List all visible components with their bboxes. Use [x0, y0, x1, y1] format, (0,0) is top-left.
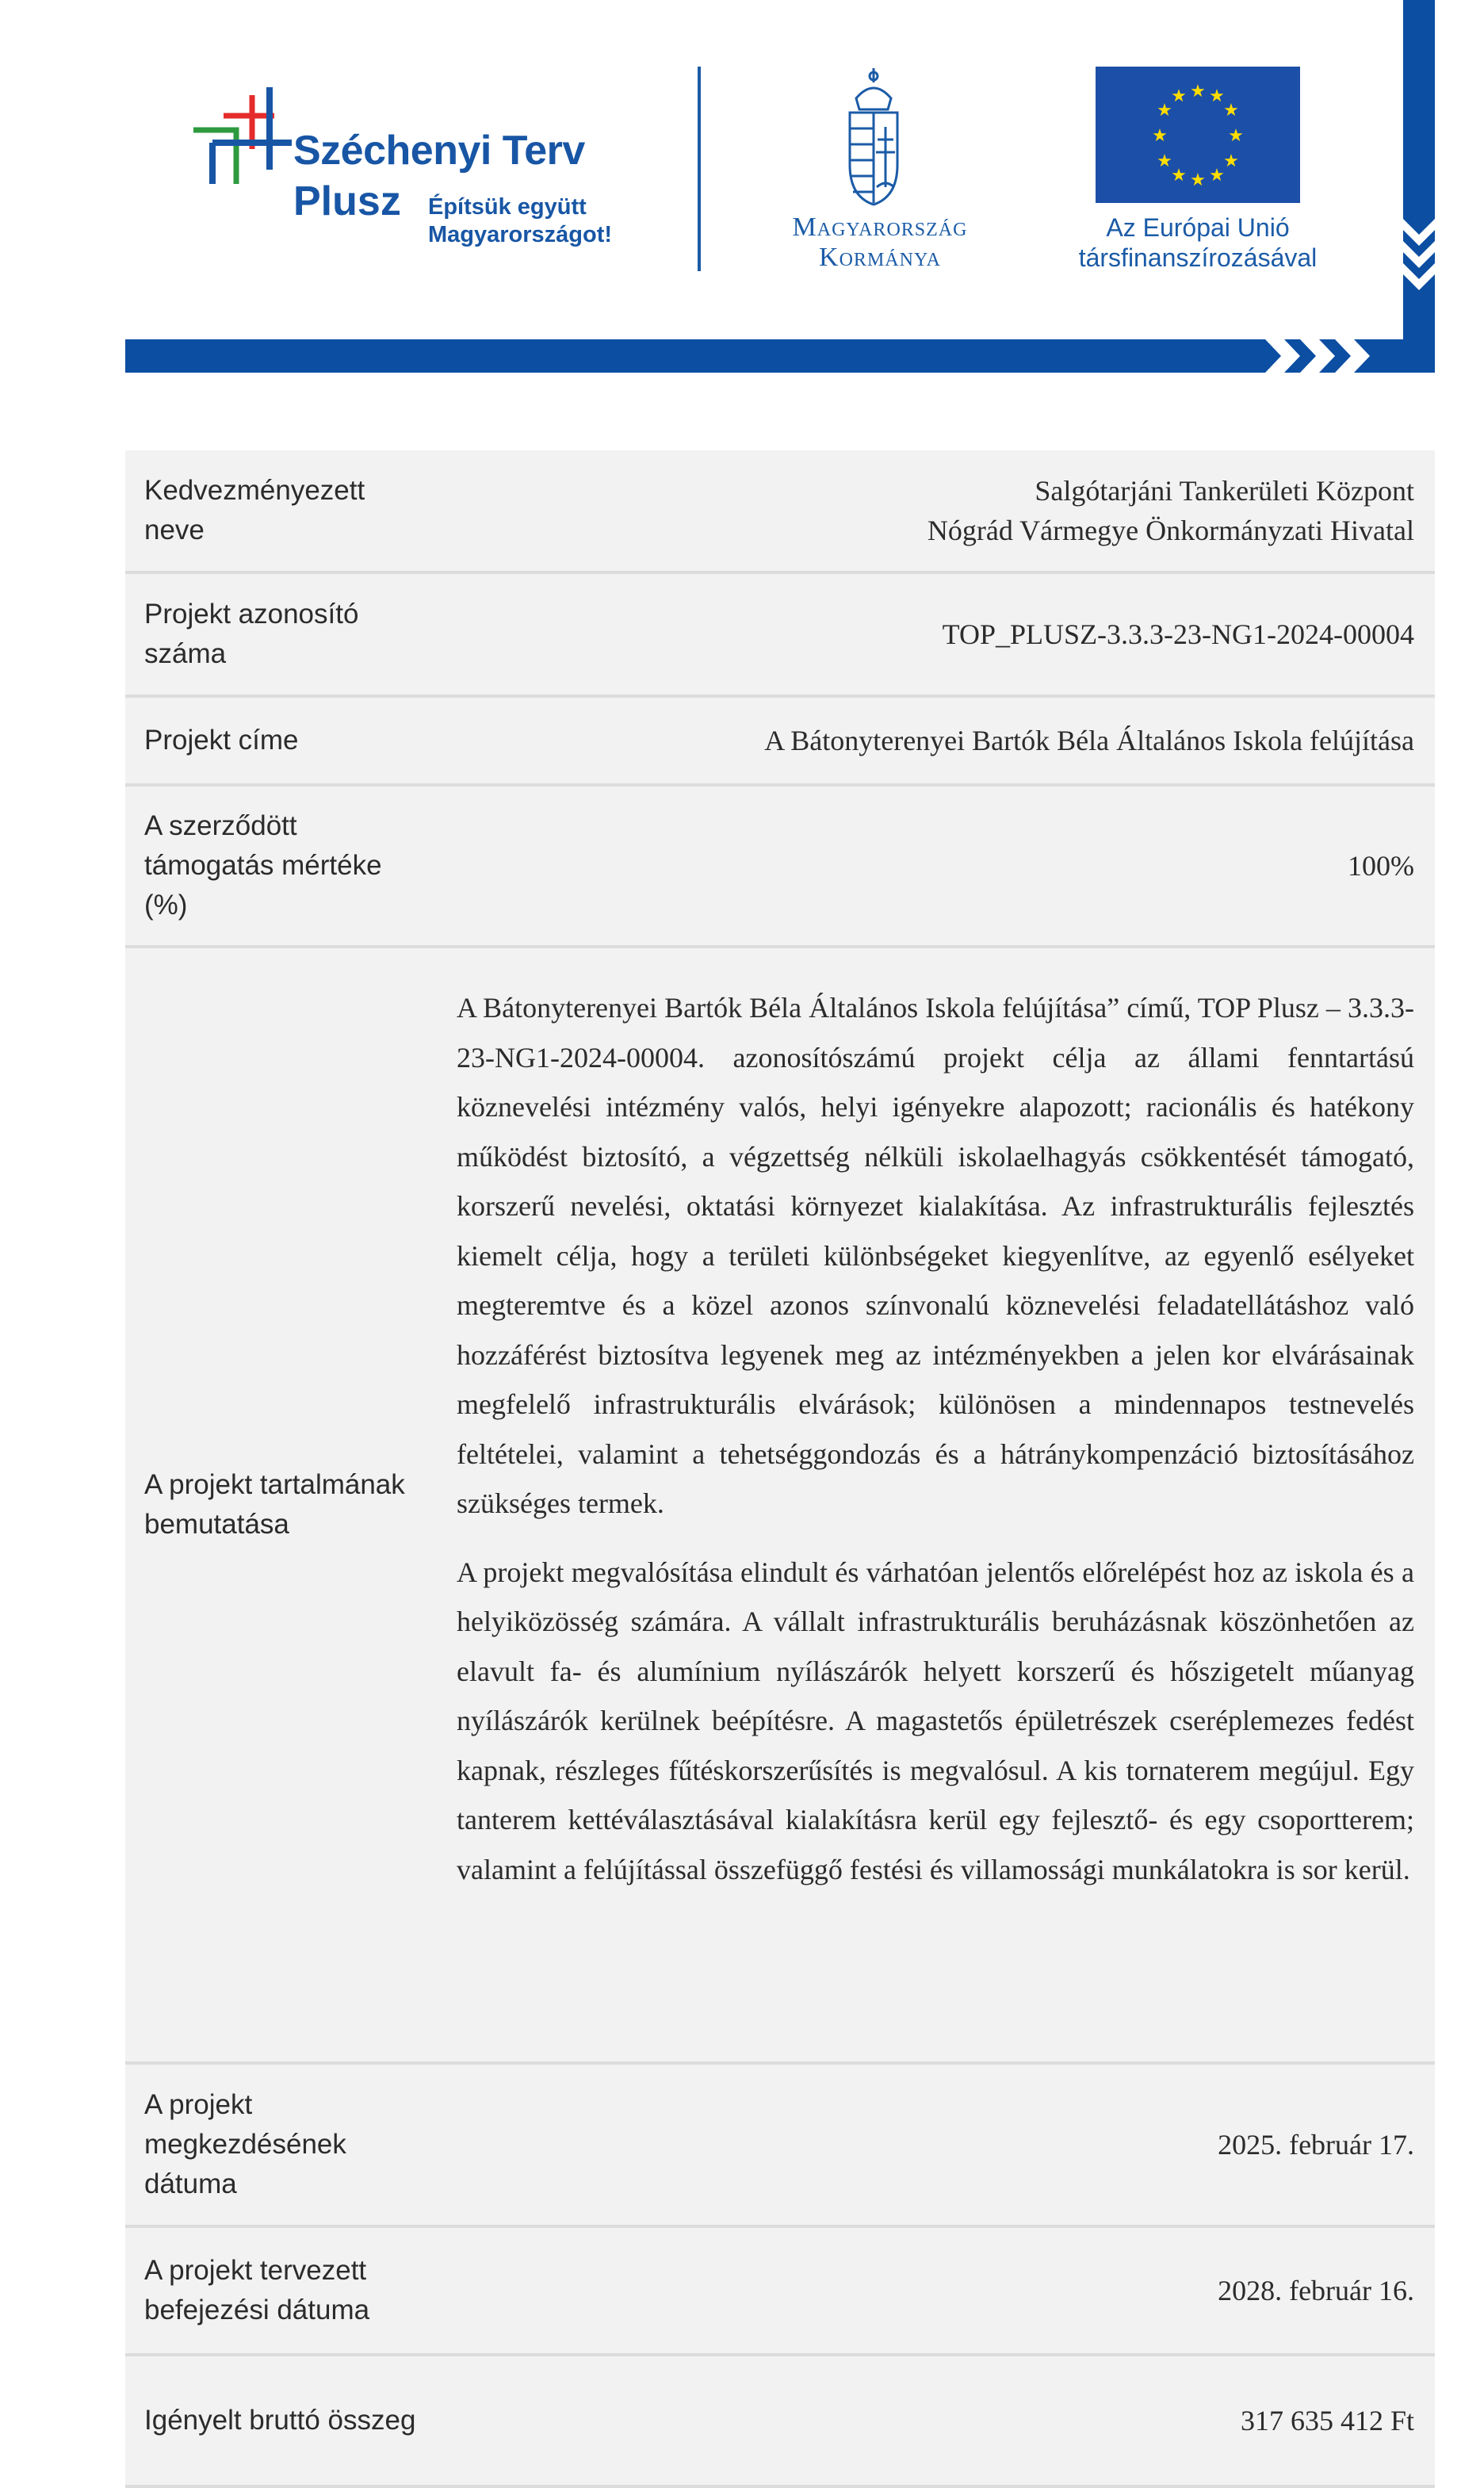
row-end-date: [125, 2228, 1435, 2356]
right-border-bar: [1403, 0, 1435, 373]
label-project-description: A projekt tartalmának bemutatása: [144, 1469, 405, 1540]
government-line-2: Kormánya: [819, 243, 941, 272]
header-banner: [0, 0, 1484, 381]
logo-divider: [698, 67, 701, 271]
value-beneficiary: [442, 450, 1435, 571]
beneficiary-line-2: Nógrád Vármegye Önkormányzati Hivatal: [927, 515, 1414, 546]
value-end-date: 2028. február 16.: [1218, 2275, 1414, 2306]
row-project-description: [125, 948, 1435, 2065]
row-gross-amount: [125, 2356, 1435, 2488]
szechenyi-slogan: [428, 193, 612, 249]
hungarian-coat-of-arms-icon: [850, 68, 897, 205]
svg-text:★: ★: [1190, 170, 1206, 190]
svg-text:★: ★: [1171, 166, 1187, 186]
szechenyi-plusz: Plusz: [293, 178, 401, 224]
svg-text:★: ★: [1157, 151, 1172, 171]
svg-text:★: ★: [1152, 126, 1168, 146]
eu-line-1: Az Európai Unió: [1106, 213, 1290, 242]
value-project-title: A Bátonyterenyei Bartók Béla Általános Iskola felújítása: [764, 725, 1414, 756]
svg-text:★: ★: [1209, 166, 1225, 186]
label-end-date: A projekt tervezett befejezési dátuma: [144, 2255, 370, 2325]
svg-text:★: ★: [1228, 126, 1244, 146]
row-start-date: [125, 2065, 1435, 2228]
label-project-title: Projekt címe: [144, 725, 299, 756]
eu-cofinancing-label: [1054, 212, 1341, 273]
slogan-line-2: Magyarországot!: [428, 222, 613, 247]
bottom-border-bar: [125, 339, 1435, 373]
row-project-title: [125, 698, 1435, 787]
slogan-line-1: Építsük együtt: [428, 194, 587, 220]
row-project-id: [125, 574, 1435, 698]
beneficiary-line-1: Salgótarjáni Tankerületi Központ: [1035, 475, 1414, 507]
svg-text:★: ★: [1171, 86, 1187, 106]
value-start-date: 2025. február 17.: [1218, 2129, 1414, 2161]
eu-line-2: társfinanszírozásával: [1078, 243, 1318, 272]
value-project-description: [442, 948, 1435, 2061]
label-support-rate: A szerződött támogatás mértéke (%): [144, 810, 382, 921]
description-paragraph-1: A Bátonyterenyei Bartók Béla Általános Iskola felújítása” című, TOP Plusz – 3.3.3-23-NG1-2024-00004. azonosítószámú projekt célja az állami fenntartású köznevelési intézmény valós, helyi igényekre alapozott; racionális és hatékony működést biztosító, a végzettség nélküli iskolaelhagyás csökkentését támogató, korszerű nevelési, oktatási környezet kialakítása. Az infrastrukturális fejlesztés kiemelt célja, hogy a területi különbségeket kiegyenlítve, az egyenlő esélyeket megteremtve és a közel azonos színvonalú köznevelési feladatellátáshoz való hozzáférést biztosítva legyenek meg az intézményekben a jelen kor elvárásainak megfelelő infrastrukturális elvárások; különösen a mindennapos testnevelés feltételei, valamint a tehetséggondozás és a hátránykompenzáció biztosításához szükséges termek.: [457, 992, 1414, 1519]
label-beneficiary: Kedvezményezett neve: [144, 475, 365, 545]
label-start-date: A projekt megkezdésének dátuma: [144, 2089, 346, 2199]
project-info-table: [125, 450, 1435, 2488]
value-project-id: TOP_PLUSZ-3.3.3-23-NG1-2024-00004: [942, 618, 1414, 650]
szechenyi-title: Széchenyi Terv: [293, 128, 585, 174]
government-line-1: Magyarország: [792, 212, 968, 242]
value-gross-amount: 317 635 412 Ft: [1240, 2405, 1414, 2436]
svg-text:★: ★: [1223, 151, 1239, 171]
svg-text:★: ★: [1209, 86, 1225, 106]
description-paragraph-2: A projekt megvalósítása elindult és várhatóan jelentős előrelépést hoz az iskola és a helyiközösség számára. A vállalt infrastrukturális beruházásnak köszönhetően az elavult fa- és alumínium nyílászárók helyett korszerű és hőszigetelt műanyag nyílászárók kerülnek beépítésre. A magastetős épületrészek cseréplemezes fedést kapnak, részleges fűtéskorszerűsítés is megvalósul. A kis tornaterem megújul. Egy tanterem kettéválasztásával kialakításra kerül egy fejlesztő- és egy csoportterem; valamint a felújítással összefüggő festési és villamossági munkálatokra is sor kerül.: [457, 1556, 1414, 1885]
svg-text:★: ★: [1190, 82, 1206, 101]
label-project-id: Projekt azonosító száma: [144, 599, 359, 669]
row-beneficiary: [125, 450, 1435, 574]
svg-text:★: ★: [1157, 101, 1172, 121]
label-gross-amount: Igényelt bruttó összeg: [144, 2405, 416, 2436]
eu-flag-icon: [1096, 67, 1300, 203]
government-label: [761, 212, 999, 273]
szechenyi-logo-icon: [193, 87, 292, 184]
value-support-rate: 100%: [1348, 850, 1414, 882]
svg-text:★: ★: [1223, 101, 1239, 121]
row-support-rate: [125, 787, 1435, 948]
header-graphics: [0, 0, 1484, 381]
